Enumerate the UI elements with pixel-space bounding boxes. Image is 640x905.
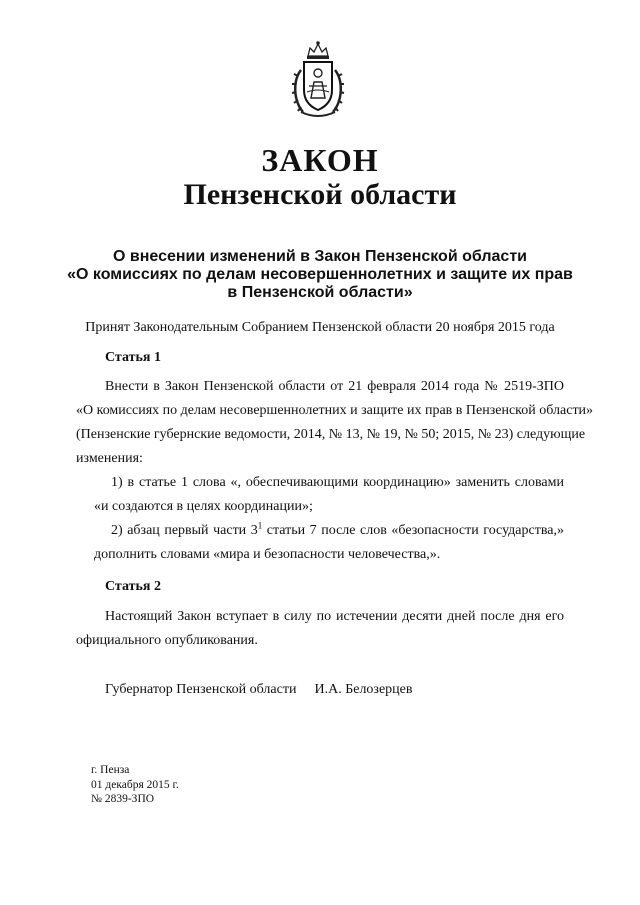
heading-line: О внесении изменений в Закон Пензенской области xyxy=(112,248,527,265)
article-2-title: Статья 2 xyxy=(105,579,161,594)
text-line: «О комиссиях по делам несовершеннолетних и защите их прав в Пензенской области» xyxy=(76,403,594,418)
text-line: «и создаются в целях координации»; xyxy=(94,499,313,514)
signature-block xyxy=(105,682,413,698)
region-subtitle: Пензенской области xyxy=(183,178,457,211)
document-type-title: ЗАКОН xyxy=(261,142,379,178)
footer-date: 01 декабря 2015 г. xyxy=(91,778,179,791)
text-line: Настоящий Закон вступает в силу по истечении десяти дней после дня его xyxy=(105,609,564,624)
law-heading xyxy=(60,248,580,302)
document-footer xyxy=(91,763,179,807)
article-1-item-1 xyxy=(94,471,564,519)
adoption-note: Принят Законодательным Собранием Пензенской области 20 ноября 2015 года xyxy=(85,320,555,335)
signatory-position: Губернатор Пензенской области xyxy=(105,682,297,697)
article-2-text xyxy=(76,605,564,653)
item-2-text-start: 2) абзац первый части 3 xyxy=(111,523,258,538)
footer-number: № 2839-ЗПО xyxy=(91,793,155,805)
superscript: 1 xyxy=(257,520,263,531)
text-line: 1) в статье 1 слова «, обеспечивающими координацию» заменить словами xyxy=(111,475,564,490)
heading-line: «О комиссиях по делам несовершеннолетних и защите их прав xyxy=(67,266,573,283)
item-2-text-end: статьи 7 после слов «безопасности государства,» xyxy=(262,523,564,538)
text-line: Внести в Закон Пензенской области от 21 февраля 2014 года № 2519-ЗПО xyxy=(105,379,564,394)
text-line: дополнить словами «мира и безопасности человечества,». xyxy=(94,547,441,562)
text-line: (Пензенские губернские ведомости, 2014, № 13, № 19, № 50; 2015, № 23) следующие xyxy=(76,427,586,442)
text-line xyxy=(94,519,564,543)
article-1-intro xyxy=(76,375,594,471)
signatory-name: И.А. Белозерцев xyxy=(314,682,413,697)
footer-city: г. Пенза xyxy=(91,764,130,776)
heading-line: в Пензенской области» xyxy=(227,284,413,301)
article-1-item-2 xyxy=(94,519,564,567)
text-line: официального опубликования. xyxy=(76,633,258,648)
text-line: изменения: xyxy=(76,451,143,466)
coat-of-arms-emblem xyxy=(289,40,347,120)
article-1-title: Статья 1 xyxy=(105,350,161,365)
